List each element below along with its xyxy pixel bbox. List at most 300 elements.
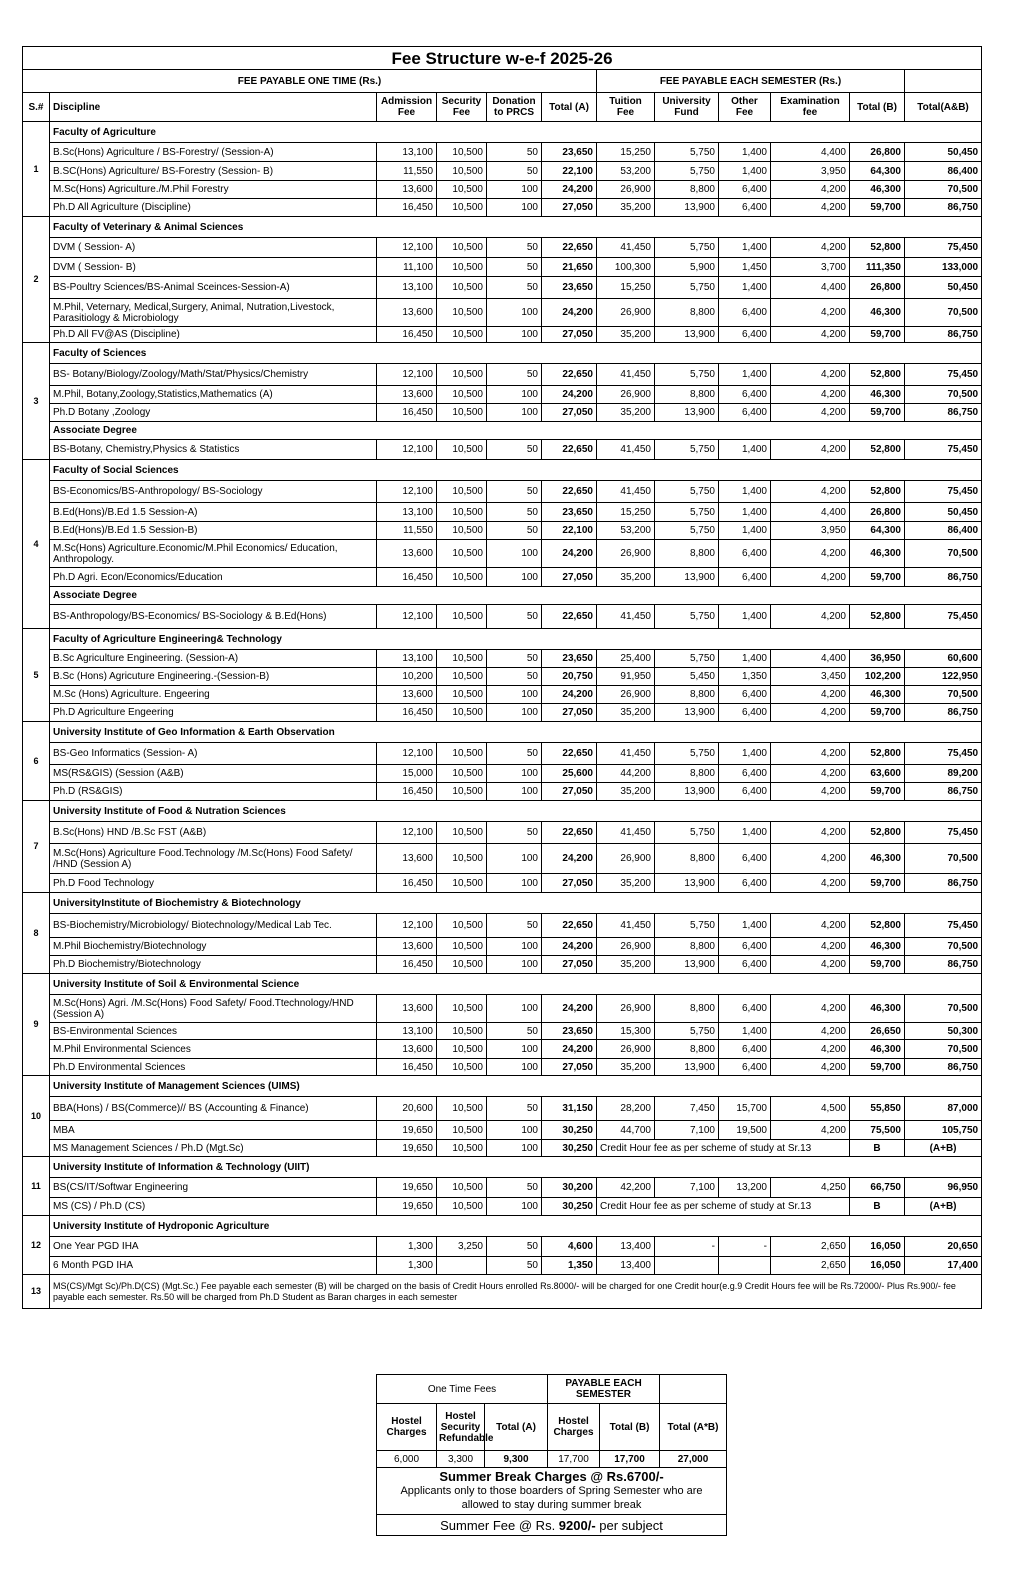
fee-value: 16,450 (377, 327, 437, 343)
fee-value: 53,200 (597, 162, 655, 181)
fee-value: 26,900 (597, 844, 655, 874)
fee-value: 26,900 (597, 181, 655, 199)
hostel-col-total-ab: Total (A*B) (660, 1404, 727, 1451)
fee-value: 3,950 (771, 162, 850, 181)
fee-value: 13,600 (377, 844, 437, 874)
fee-value: 8,800 (655, 540, 719, 568)
fee-value: 35,200 (597, 1059, 655, 1076)
fee-value: 50 (487, 650, 542, 668)
fee-value: 70,500 (905, 686, 982, 704)
fee-value: 50 (487, 522, 542, 540)
credit-hour-note: Credit Hour fee as per scheme of study at Sr.13 (597, 1140, 850, 1157)
serial-number: 2 (23, 217, 50, 343)
fee-value: 11,550 (377, 522, 437, 540)
fee-value: 44,200 (597, 765, 655, 783)
fee-value: 50 (487, 258, 542, 277)
total-ab-ref: (A+B) (905, 1140, 982, 1157)
hostel-value: 6,000 (377, 1451, 437, 1468)
discipline: Ph.D Food Technology (50, 874, 377, 893)
fee-value: 24,200 (542, 540, 597, 568)
fee-value: 35,200 (597, 327, 655, 343)
fee-value: 4,200 (771, 199, 850, 217)
fee-value: 86,750 (905, 568, 982, 587)
fee-value: 10,500 (437, 650, 487, 668)
faculty-row (23, 1076, 982, 1097)
hostel-col-total-b: Total (B) (600, 1404, 660, 1451)
fee-value: 12,100 (377, 481, 437, 503)
fee-value: 36,950 (850, 650, 905, 668)
fee-value: 55,850 (850, 1097, 905, 1121)
fee-value: 5,750 (655, 522, 719, 540)
fee-value: 16,450 (377, 568, 437, 587)
fee-value: 6,400 (719, 995, 771, 1023)
fee-value: 27,050 (542, 327, 597, 343)
fee-value: 89,200 (905, 765, 982, 783)
fee-value: 15,250 (597, 277, 655, 299)
faculty-row (23, 217, 982, 238)
fee-value: 50 (487, 503, 542, 522)
fee-value: 1,300 (377, 1257, 437, 1275)
discipline: M.Sc(Hons) Agri. /M.Sc(Hons) Food Safety/ Food.Ttechnology/HND (Session A) (50, 995, 377, 1023)
fee-value: 7,100 (655, 1178, 719, 1198)
fee-value: 23,650 (542, 1023, 597, 1040)
fee-value: 6,400 (719, 568, 771, 587)
fee-value: 23,650 (542, 143, 597, 162)
discipline: M.Sc(Hons) Agriculture Food.Technology /M.Sc(Hons) Food Safety/ /HND (Session A) (50, 844, 377, 874)
discipline: B.Sc Agriculture Engineering. (Session-A) (50, 650, 377, 668)
discipline: BS-Anthropology/BS-Economics/ BS-Sociology & B.Ed(Hons) (50, 605, 377, 629)
fee-value: 4,200 (771, 1059, 850, 1076)
table-row (23, 1097, 982, 1121)
fee-value: 6,400 (719, 938, 771, 956)
discipline: MBA (50, 1121, 377, 1140)
fee-value: 30,250 (542, 1121, 597, 1140)
fee-value: 35,200 (597, 956, 655, 974)
table-row (23, 874, 982, 893)
fee-value: 5,750 (655, 364, 719, 386)
fee-value: 100 (487, 686, 542, 704)
fee-value: 1,400 (719, 277, 771, 299)
fee-value: 60,600 (905, 650, 982, 668)
fee-value: 46,300 (850, 844, 905, 874)
discipline: 6 Month PGD IHA (50, 1257, 377, 1275)
fee-value: 26,900 (597, 299, 655, 327)
fee-value: 41,450 (597, 743, 655, 765)
fee-value: 35,200 (597, 568, 655, 587)
fee-value: 41,450 (597, 440, 655, 460)
fee-value: 86,400 (905, 522, 982, 540)
fee-value: 100 (487, 181, 542, 199)
fee-value: 6,400 (719, 181, 771, 199)
fee-value: 50 (487, 277, 542, 299)
fee-value: 24,200 (542, 299, 597, 327)
table-row (23, 1257, 982, 1275)
fee-value: 5,750 (655, 605, 719, 629)
fee-value: 100 (487, 938, 542, 956)
fee-value: 4,200 (771, 938, 850, 956)
fee-value: 86,750 (905, 327, 982, 343)
fee-value: 100 (487, 844, 542, 874)
col-university-fund: University Fund (655, 93, 719, 122)
fee-value: 46,300 (850, 995, 905, 1023)
hostel-col-charges: Hostel Charges (377, 1404, 437, 1451)
faculty-name: Faculty of Agriculture Engineering& Technology (50, 629, 982, 650)
sub-heading: Associate Degree (50, 587, 982, 605)
fee-value: 13,900 (655, 327, 719, 343)
table-row (23, 650, 982, 668)
fee-value: 10,500 (437, 743, 487, 765)
table-row (23, 568, 982, 587)
fee-value: 5,750 (655, 914, 719, 938)
fee-value: 6,400 (719, 1040, 771, 1059)
fee-value: 21,650 (542, 258, 597, 277)
fee-value: 27,050 (542, 783, 597, 801)
fee-value: 22,650 (542, 743, 597, 765)
fee-value: 4,200 (771, 568, 850, 587)
faculty-name: University Institute of Hydroponic Agriculture (50, 1216, 982, 1237)
fee-value: 100 (487, 1140, 542, 1157)
discipline: B.Ed(Hons)/B.Ed 1.5 Session-A) (50, 503, 377, 522)
fee-value: 52,800 (850, 914, 905, 938)
fee-value: 75,450 (905, 440, 982, 460)
faculty-row (23, 893, 982, 914)
fee-value: 13,600 (377, 938, 437, 956)
fee-value: 35,200 (597, 704, 655, 722)
fee-value: 70,500 (905, 1040, 982, 1059)
fee-value: 5,750 (655, 1023, 719, 1040)
fee-value: 4,200 (771, 404, 850, 422)
fee-value: 8,800 (655, 686, 719, 704)
fee-value: 10,500 (437, 162, 487, 181)
fee-value: 1,400 (719, 481, 771, 503)
fee-value: 4,200 (771, 540, 850, 568)
fee-value: 10,500 (437, 704, 487, 722)
discipline: BS-Botany, Chemistry,Physics & Statistics (50, 440, 377, 460)
fee-value: 10,500 (437, 440, 487, 460)
fee-value: 50 (487, 668, 542, 686)
fee-value: 13,600 (377, 540, 437, 568)
fee-value: 70,500 (905, 938, 982, 956)
fee-value: 6,400 (719, 540, 771, 568)
faculty-name: Faculty of Veterinary & Animal Sciences (50, 217, 982, 238)
serial-number: 12 (23, 1216, 50, 1275)
fee-value: 6,400 (719, 765, 771, 783)
fee-value: 26,800 (850, 277, 905, 299)
fee-value: 1,400 (719, 743, 771, 765)
fee-value: 6,400 (719, 1059, 771, 1076)
fee-value: 100 (487, 404, 542, 422)
fee-value: 13,900 (655, 568, 719, 587)
fee-value: 10,500 (437, 1178, 487, 1198)
fee-value: 10,500 (437, 1140, 487, 1157)
fee-value (437, 1257, 487, 1275)
fee-value: 4,250 (771, 1178, 850, 1198)
fee-value: 42,200 (597, 1178, 655, 1198)
table-row (23, 765, 982, 783)
discipline: Ph.D (RS&GIS) (50, 783, 377, 801)
fee-value: 59,700 (850, 1059, 905, 1076)
fee-value: 22,650 (542, 364, 597, 386)
fee-value: 100 (487, 765, 542, 783)
fee-value: 8,800 (655, 938, 719, 956)
discipline: BBA(Hons) / BS(Commerce)// BS (Accounting & Finance) (50, 1097, 377, 1121)
fee-value: 100 (487, 386, 542, 404)
fee-value: 50 (487, 364, 542, 386)
fee-value: 10,500 (437, 540, 487, 568)
fee-value: 100 (487, 704, 542, 722)
fee-value: 10,500 (437, 605, 487, 629)
fee-value: 4,200 (771, 844, 850, 874)
discipline: B.Sc (Hons) Agricuture Engineering.-(Session-B) (50, 668, 377, 686)
table-row (23, 605, 982, 629)
fee-value: 75,500 (850, 1121, 905, 1140)
fee-value: 6,400 (719, 386, 771, 404)
fee-value: 70,500 (905, 181, 982, 199)
faculty-row (23, 974, 982, 995)
fee-value: 100,300 (597, 258, 655, 277)
fee-value: 50 (487, 481, 542, 503)
fee-value: 19,650 (377, 1178, 437, 1198)
fee-value: 6,400 (719, 199, 771, 217)
fee-value: 13,600 (377, 386, 437, 404)
fee-value: 12,100 (377, 440, 437, 460)
fee-value: 23,650 (542, 277, 597, 299)
fee-value: 59,700 (850, 404, 905, 422)
fee-value: 15,250 (597, 503, 655, 522)
col-total-a: Total (A) (542, 93, 597, 122)
fee-value: 12,100 (377, 364, 437, 386)
discipline: B.Ed(Hons)/B.Ed 1.5 Session-B) (50, 522, 377, 540)
fee-value: 1,400 (719, 238, 771, 258)
fee-value (719, 1257, 771, 1275)
fee-value: 10,500 (437, 844, 487, 874)
fee-value: 4,200 (771, 481, 850, 503)
fee-value: 13,600 (377, 1040, 437, 1059)
table-row (23, 844, 982, 874)
fee-value: 10,500 (437, 181, 487, 199)
fee-value: 70,500 (905, 540, 982, 568)
fee-value: 24,200 (542, 844, 597, 874)
discipline: BS- Botany/Biology/Zoology/Math/Stat/Physics/Chemistry (50, 364, 377, 386)
fee-value: 64,300 (850, 162, 905, 181)
table-row (23, 668, 982, 686)
fee-value: 16,050 (850, 1237, 905, 1257)
table-row (23, 364, 982, 386)
fee-value: 46,300 (850, 299, 905, 327)
serial-number: 8 (23, 893, 50, 974)
fee-value: 27,050 (542, 704, 597, 722)
fee-value: 86,750 (905, 404, 982, 422)
sub-heading-row (23, 587, 982, 605)
fee-value: 52,800 (850, 743, 905, 765)
table-row (23, 277, 982, 299)
col-discipline: Discipline (50, 93, 377, 122)
table-row (23, 938, 982, 956)
fee-value: 10,500 (437, 199, 487, 217)
fee-value: 28,200 (597, 1097, 655, 1121)
faculty-row (23, 343, 982, 364)
fee-value: 1,400 (719, 650, 771, 668)
fee-value: 10,500 (437, 1097, 487, 1121)
fee-value: 10,500 (437, 1023, 487, 1040)
fee-value: 86,750 (905, 199, 982, 217)
table-row (23, 1237, 982, 1257)
fee-value: 2,650 (771, 1237, 850, 1257)
fee-value: 52,800 (850, 364, 905, 386)
fee-value: 35,200 (597, 199, 655, 217)
fee-value: 11,100 (377, 258, 437, 277)
fee-value: 24,200 (542, 386, 597, 404)
fee-value: 41,450 (597, 605, 655, 629)
fee-value: 22,650 (542, 481, 597, 503)
fee-value: 6,400 (719, 327, 771, 343)
fee-value: 41,450 (597, 914, 655, 938)
fee-value: 10,500 (437, 874, 487, 893)
fee-value: 4,200 (771, 686, 850, 704)
fee-value: 100 (487, 568, 542, 587)
fee-value: 26,900 (597, 995, 655, 1023)
fee-value: 10,500 (437, 686, 487, 704)
fee-value: 87,000 (905, 1097, 982, 1121)
fee-value: 50 (487, 440, 542, 460)
fee-value: 12,100 (377, 743, 437, 765)
fee-value: 3,950 (771, 522, 850, 540)
fee-value: 53,200 (597, 522, 655, 540)
fee-value: 27,050 (542, 199, 597, 217)
fee-value (655, 1257, 719, 1275)
fee-value: 4,200 (771, 386, 850, 404)
fee-value: 50 (487, 822, 542, 844)
fee-value: 3,250 (437, 1237, 487, 1257)
fee-value: 50 (487, 143, 542, 162)
fee-value: 27,050 (542, 956, 597, 974)
fee-value: 52,800 (850, 238, 905, 258)
fee-value: 8,800 (655, 1040, 719, 1059)
fee-value: 13,600 (377, 181, 437, 199)
fee-value: 50 (487, 1257, 542, 1275)
fee-value: 50 (487, 162, 542, 181)
fee-value: 1,350 (719, 668, 771, 686)
fee-value: 50,300 (905, 1023, 982, 1040)
note-row (23, 1275, 982, 1309)
fee-value: 4,200 (771, 364, 850, 386)
serial-number: 7 (23, 801, 50, 893)
discipline: BS-Environmental Sciences (50, 1023, 377, 1040)
faculty-name: University Institute of Geo Information & Earth Observation (50, 722, 982, 743)
col-security-fee: Security Fee (437, 93, 487, 122)
fee-value: 10,500 (437, 783, 487, 801)
fee-value: 50 (487, 605, 542, 629)
fee-value: 100 (487, 327, 542, 343)
table-row (23, 1198, 982, 1216)
fee-value: 8,800 (655, 299, 719, 327)
fee-value: 10,500 (437, 481, 487, 503)
fee-value: 86,400 (905, 162, 982, 181)
fee-value: 12,100 (377, 238, 437, 258)
fee-value: 13,200 (719, 1178, 771, 1198)
fee-value: 26,900 (597, 686, 655, 704)
fee-value: 35,200 (597, 874, 655, 893)
fee-value: 1,400 (719, 162, 771, 181)
total-b-ref: B (850, 1140, 905, 1157)
fee-value: 100 (487, 874, 542, 893)
discipline: Ph.D Environmental Sciences (50, 1059, 377, 1076)
faculty-row (23, 1157, 982, 1178)
fee-value: 52,800 (850, 481, 905, 503)
fee-value: 10,500 (437, 143, 487, 162)
fee-value: 24,200 (542, 181, 597, 199)
fee-value: 4,400 (771, 503, 850, 522)
fee-value: 5,450 (655, 668, 719, 686)
fee-value: 75,450 (905, 364, 982, 386)
fee-value: 4,200 (771, 956, 850, 974)
fee-value: 15,700 (719, 1097, 771, 1121)
faculty-name: Faculty of Sciences (50, 343, 982, 364)
fee-value: 10,500 (437, 822, 487, 844)
fee-value: 1,400 (719, 822, 771, 844)
fee-value: 10,500 (437, 238, 487, 258)
fee-value: 10,500 (437, 956, 487, 974)
discipline: Ph.D All Agriculture (Discipline) (50, 199, 377, 217)
fee-value: 10,500 (437, 277, 487, 299)
discipline: Ph.D Biochemistry/Biotechnology (50, 956, 377, 974)
fee-value: 5,750 (655, 503, 719, 522)
fee-value: 5,750 (655, 822, 719, 844)
fee-value: 96,950 (905, 1178, 982, 1198)
discipline: MS(RS&GIS) (Session (A&B) (50, 765, 377, 783)
total-b-ref: B (850, 1198, 905, 1216)
fee-value: 6,400 (719, 299, 771, 327)
fee-value: 100 (487, 1121, 542, 1140)
fee-value: 100 (487, 956, 542, 974)
fee-value: 86,750 (905, 1059, 982, 1076)
table-row (23, 743, 982, 765)
hostel-value: 17,700 (600, 1451, 660, 1468)
total-ab-ref: (A+B) (905, 1198, 982, 1216)
fee-value: 5,750 (655, 277, 719, 299)
discipline: B.Sc(Hons) Agriculture / BS-Forestry/ (Session-A) (50, 143, 377, 162)
fee-value: 26,900 (597, 1040, 655, 1059)
fee-value: 4,400 (771, 143, 850, 162)
faculty-row (23, 1216, 982, 1237)
fee-value: 52,800 (850, 605, 905, 629)
hostel-value: 17,700 (548, 1451, 600, 1468)
fee-value: 25,600 (542, 765, 597, 783)
fee-value: 22,100 (542, 162, 597, 181)
fee-value: 46,300 (850, 181, 905, 199)
discipline: BS-Economics/BS-Anthropology/ BS-Sociology (50, 481, 377, 503)
col-total-b: Total (B) (850, 93, 905, 122)
fee-value: 50 (487, 1023, 542, 1040)
fee-value: 4,400 (771, 650, 850, 668)
table-row (23, 822, 982, 844)
faculty-row (23, 460, 982, 481)
fee-value: 105,750 (905, 1121, 982, 1140)
summer-break-note: Applicants only to those boarders of Spring Semester who are allowed to stay during summer break (400, 1485, 703, 1511)
table-row (23, 181, 982, 199)
table-row (23, 1140, 982, 1157)
discipline: B.Sc(Hons) HND /B.Sc FST (A&B) (50, 822, 377, 844)
fee-value: 19,500 (719, 1121, 771, 1140)
fee-value: 10,500 (437, 299, 487, 327)
fee-value: 4,200 (771, 1121, 850, 1140)
col-examination-fee: Examination fee (771, 93, 850, 122)
fee-value: 100 (487, 1059, 542, 1076)
discipline: M.Phil, Botany,Zoology,Statistics,Mathematics (A) (50, 386, 377, 404)
table-row (23, 914, 982, 938)
fee-value: 10,500 (437, 503, 487, 522)
faculty-name: University Institute of Information & Technology (UIIT) (50, 1157, 982, 1178)
